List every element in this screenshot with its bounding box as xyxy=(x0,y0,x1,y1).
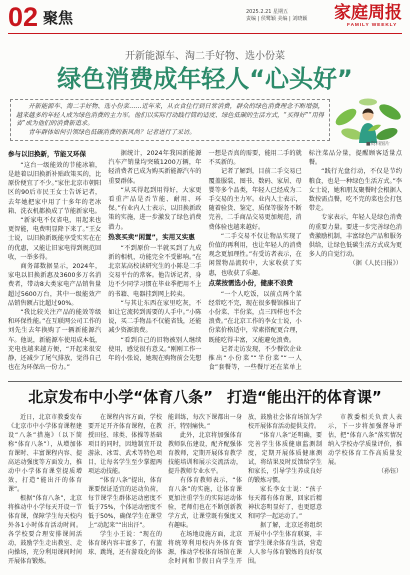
editor-credits: 责编 | 侯鹭颖 美编 | 刘晓颖 xyxy=(246,16,308,22)
leaf-shape xyxy=(333,106,359,129)
section-heading: 点菜按需选小份，健康不浪费 xyxy=(208,278,293,287)
leaf-shape xyxy=(359,99,377,106)
title-part-two: 打造“能出汗的体育课” xyxy=(227,388,382,406)
lead-paragraph: 青年群体如何引领绿色低碳消费的新风尚？记者进行了采访。 xyxy=(28,128,196,136)
article-body xyxy=(8,149,402,377)
body-paragraph: 此外，北京将加强体育教师队伍建设，配齐配强体育教师，定期开展体育教学技能培训和展示交流活动，提升教师专业水平。 xyxy=(168,432,242,475)
body-paragraph: “践行光盘行动，不仅是节约粮食，也是一种绿色生活方式。”李女士说，她和朋友聚餐时会根据人数按需点餐，吃不完的菜也会打包带走。 xyxy=(308,168,402,213)
title-part-one: 北京发布中小学“体育八条” xyxy=(28,388,213,406)
illustration-image xyxy=(332,97,404,143)
body-paragraph: 据统计，2024年我国新能源汽车产销量均突破1200万辆，年轻消费者已成为购买新能源汽车的重要群体。 xyxy=(108,150,202,185)
section-name: 聚焦 xyxy=(43,9,74,27)
lead-paragraph: 开新能源车、淘二手好物、选小份菜……近年来，从衣食住行到日常消费，群众的绿色消费理念不断增强，越来越多的年轻人成为绿色消费的主力军。他们以实际行动践行简约适度、绿色低碳的生活方式，“买得好”“用得省”成为他们的消费新追求。 xyxy=(16,103,324,128)
second-article-title xyxy=(8,387,402,407)
body-paragraph: “不到原价一半就买到了九成新的相机，功能完全不受影响。”在北京某高校读研究生的小陈是二手交易平台的常客。他告诉记者，身边不少同学习惯在毕业季把用不上的书籍、电器挂到网上转卖。 xyxy=(108,244,202,298)
body-paragraph: 家长李女士说：“孩子每天都有体育课，回家后精神状态明显好了，也更愿意和同学一起运动了。” xyxy=(248,486,322,520)
body-paragraph: “体育八条”还明确，要完善学生体质健康监测制度，定期开展体质健康测试，将结果及时反馈给学生和家长，引导学生养成良好的锻炼习惯。 xyxy=(248,432,322,484)
leaf-shape xyxy=(377,101,403,123)
body-paragraph: 根据“体育八条”，北京将推动中小学每天开设一节体育课，保障学生每天校内外各1小时体育活动时间。各学校要合理安排课间活动，鼓励学生走出教室、走向操场，充分利用课间时间开展体育锻炼。 xyxy=(8,495,82,565)
body-paragraph: 据了解，北京还将组织开展中小学生体育联赛，丰富学生课余体育生活，营造人人参与体育锻炼的良好氛围。 xyxy=(248,522,322,565)
body-paragraph: “新家电不仅省电，用起来也更智能，电费明显降下来了。”王女士说，以旧换新既能享受实实在在的优惠，又能让旧家电得到规范回收，一举多得。 xyxy=(8,216,102,261)
body-paragraph: 有体育教师表示，“体育八条”的实施，让体育课更加注重学生的实际运动体验，老师们也在不断创新教学方式，让课堂既有强度又有趣味。 xyxy=(168,477,242,529)
body-paragraph: “从买得起到用得好，大家更看重产品是否节能、耐用、环保。”有业内人士表示，以旧换新政策的实施，进一步激发了绿色消费潜力。 xyxy=(108,186,202,231)
second-article-body xyxy=(8,413,402,570)
masthead-english: FAMILY WEEKLY xyxy=(347,23,398,28)
section-heading: 热衷买卖“闲置”，实用又实惠 xyxy=(108,232,195,241)
page-number: 02 xyxy=(8,2,39,32)
issue-info xyxy=(246,9,330,23)
article-source: （据《人民日报》） xyxy=(349,260,402,268)
body-paragraph: “看到自己的旧物被别人继续使用，感觉很有意义。”刚刚工作一年的小张说，她现在购物前会先想一想是否真的需要，能用二手的就不买新的。 xyxy=(108,150,302,362)
issue-date: 2025.2.21 星期五 xyxy=(246,9,289,15)
section-heading: 参与以旧换新，节能又环保 xyxy=(8,150,86,158)
body-paragraph: 学生小王说：“现在的体育课内容丰富多了，有篮球、跳绳，还有游戏化的体能训练，每次下课都出一身汗，特别痛快。” xyxy=(88,414,242,556)
body-paragraph: 近日，北京市教委发布《北京市中小学体育课程建设“八条”措施》（以下简称“体育八条”），从增加体育课时、丰富课程内容、提高运动强度等方面发力，推动中小学体育课堂提质增效，打造“能出汗的体育课”。 xyxy=(8,414,82,493)
body-paragraph: 记者了解到，目前二手交易已覆盖服装、图书、数码、家居、母婴等多个品类，年轻人已经成为二手交易的主力军。业内人士表示，随着验货、鉴定、质保等服务不断完善，二手商品交易更加规范，消费体验也越来越好。 xyxy=(208,168,302,231)
body-paragraph: “一个人吃饭，以前点两个菜经常吃不完，现在很多餐馆推出了小份菜、半份菜，点三四样也不会浪费。”在北京工作的李女士说，小份菜价格适中，荤素搭配更合理，既能吃得丰富，又能避免浪费。 xyxy=(208,290,302,344)
body-paragraph: 在课程内容方面，学校要开足开齐体育课程，在教授田径、球类、体操等基础项目的同时，因地制宜开设游泳、冰雪、武术等特色项目，让每名学生至少掌握两项运动技能。 xyxy=(88,414,162,475)
body-paragraph: “我比较关注产品的能效等级和环保性能。”在互联网公司工作的刘先生去年换购了一辆新能源汽车。他说，新能源车使用成本低，充电也越来越方便，“开起来很安静，还减少了尾气排放，觉得自己也在为环保出一份力。” xyxy=(8,308,102,372)
body-paragraph: “二手交易不仅让物品实现了价值的再利用，也让年轻人的消费观念更加理性。”有受访者表示，在闲置物品流转中，大家收获了实惠，也收获了乐趣。 xyxy=(208,232,302,277)
image-caption: ■资料图片 xyxy=(366,142,390,147)
body-paragraph: 在场地设施方面，北京将统筹利用校内外体育资源，推动学校体育场馆在课余时间和节假日向学生开放，鼓励社会体育场馆为学校开展体育活动提供支持。 xyxy=(168,414,322,565)
article-title: 绿色消费成年轻人“心头好” xyxy=(57,65,353,93)
header-divider xyxy=(8,33,402,34)
body-paragraph: 市教委相关负责人表示，下一步将加强督导评估，把“体育八条”落实情况纳入学校办学质量评价，推动学校体育工作高质量发展。 xyxy=(328,414,402,466)
body-paragraph: 记者走访发现，不少餐饮企业推出“小份菜”“半份菜”“一人食”套餐等，一些餐厅还在菜单上标注菜品分量，提醒顾客适量点餐。 xyxy=(208,150,402,372)
body-paragraph: “体育八条”提出，体育课要保证适宜的运动负荷，每节课学生群体运动密度不低于75%，个体运动密度不低于50%，确保学生在课堂上“动起来”“出出汗”。 xyxy=(88,477,162,529)
body-paragraph: “这台一级能效的节能冰箱，是趁着以旧换新补贴政策买的，比原价便宜了不少。”家住北京市朝阳区的90后市民王女士告诉记者，去年她把家中用了十多年的老冰箱、洗衣机都换成了节能新家电。 xyxy=(8,161,102,215)
article-kicker: 开新能源车、淘二手好物、选小份菜 xyxy=(125,51,285,62)
article-divider xyxy=(8,381,402,382)
body-paragraph: “与其让东西在家里吃灰，不如让它流转到需要的人手中。”小陈说，买二手物品不仅能省钱，还能减少资源浪费。 xyxy=(108,299,202,335)
article-author: （孙钰） xyxy=(377,468,402,475)
body-paragraph: 专家表示，年轻人是绿色消费的重要力量。要进一步完善绿色消费激励机制，丰富绿色产品和服务供给，让绿色低碳生活方式成为更多人的自觉行动。 xyxy=(308,214,402,259)
masthead-logo: 家庭周报 xyxy=(334,3,402,23)
article-lead-box xyxy=(10,99,330,141)
body-paragraph: 商务部数据显示，2024年，家电以旧换新惠及3600多万名消费者，带动8大类家电产品销售量超过5600万台，其中一级能效产品销售额占比超过90%。 xyxy=(8,262,102,307)
